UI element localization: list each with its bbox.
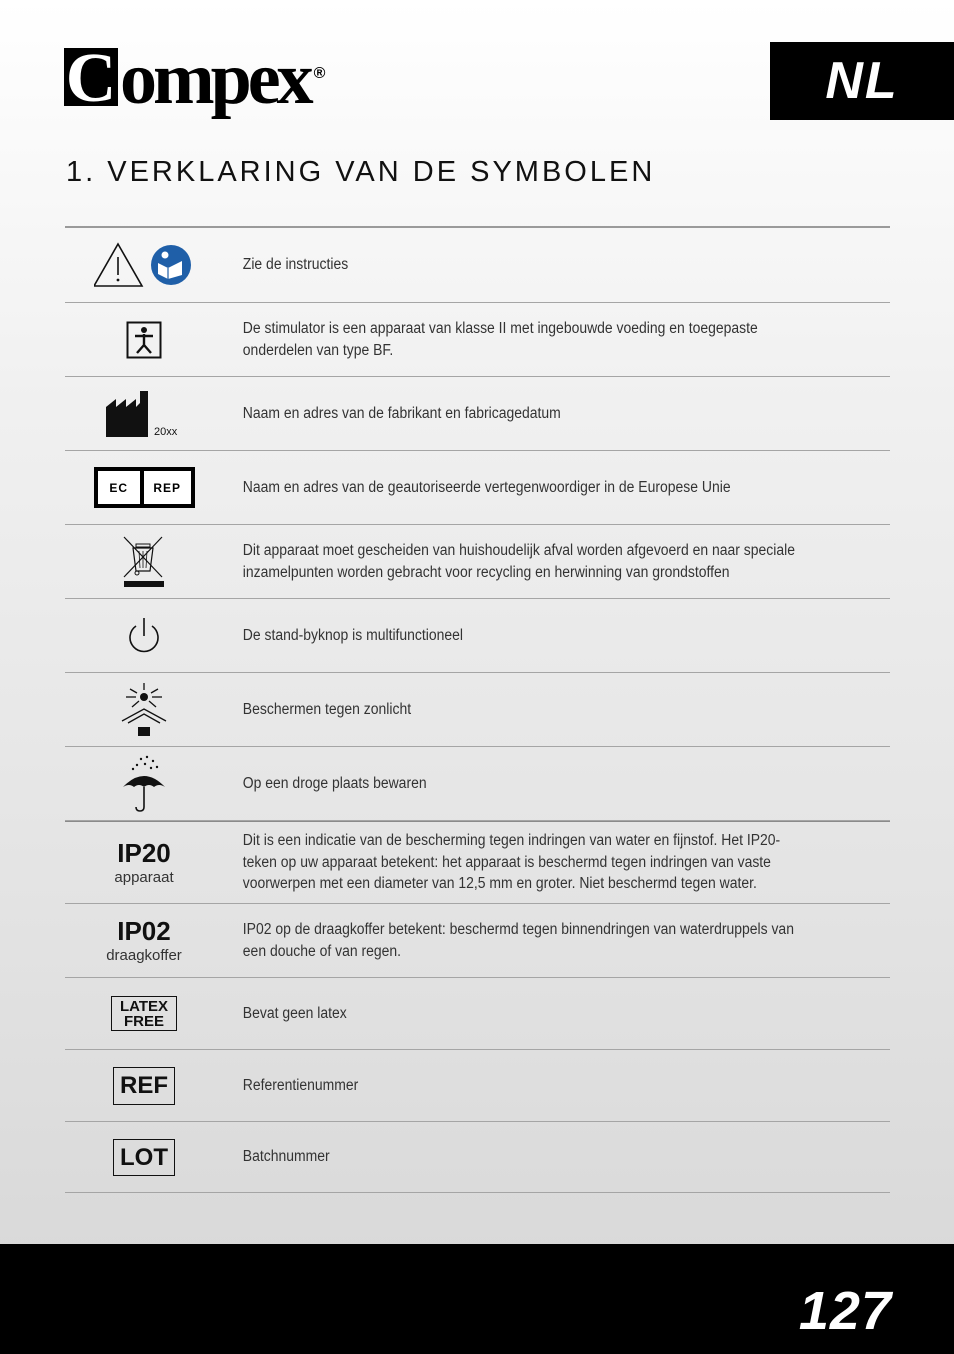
ip20-label — [114, 840, 173, 885]
symbol-table — [65, 226, 890, 1193]
table-row — [65, 377, 890, 451]
row-description: Naam en adres van de geautoriseerde vertegenwoordiger in de Europese Unie — [242, 478, 731, 496]
compex-logo — [64, 40, 325, 120]
row-description: Beschermen tegen zonlicht — [242, 700, 412, 718]
manufacturer-icon — [104, 389, 184, 439]
table-row — [65, 303, 890, 377]
ec-rep-icon — [94, 467, 195, 508]
language-badge: NL — [770, 42, 954, 120]
logo-registered-mark: ® — [313, 65, 326, 82]
weee-bin-icon — [65, 535, 223, 589]
row-description: Op een droge plaats bewaren — [242, 774, 427, 792]
logo-initial: C — [65, 40, 117, 117]
ec-label: EC — [98, 471, 140, 504]
table-row — [65, 228, 890, 303]
table-row — [65, 673, 890, 747]
table-row — [65, 904, 890, 978]
table-row — [65, 451, 890, 525]
latex-free-icon — [111, 996, 177, 1031]
table-row — [65, 978, 890, 1050]
row-description: Bevat geen latex — [242, 1004, 347, 1022]
row-description: Batchnummer — [242, 1148, 330, 1166]
warning-and-manual-icon — [65, 241, 223, 289]
rep-label: REP — [144, 471, 191, 504]
ip-subject: draagkoffer — [106, 947, 182, 964]
logo-text: ompex — [120, 38, 310, 120]
row-description: Zie de instructies — [242, 256, 349, 274]
table-row — [65, 525, 890, 599]
manufacture-date-label: 20xx — [154, 425, 178, 438]
table-row — [65, 599, 890, 673]
table-row — [65, 747, 890, 821]
latex-label: LATEX — [119, 998, 169, 1015]
ip-code: IP20 — [117, 838, 171, 868]
free-label: FREE — [123, 1013, 164, 1030]
row-description: De stand-byknop is multifunctioneel — [242, 626, 464, 644]
ip02-label — [106, 918, 182, 963]
row-description: Dit apparaat moet gescheiden van huishoudelijk afval worden afgevoerd en naar speciale inzamelpunten worden gebracht voor recycling en herwinning van grondstoffen — [242, 542, 795, 581]
row-description: Naam en adres van de fabrikant en fabricagedatum — [242, 404, 561, 422]
power-standby-icon — [65, 616, 223, 656]
keep-dry-umbrella-icon — [65, 755, 223, 813]
ref-icon: REF — [113, 1067, 175, 1105]
section-title: 1. VERKLARING VAN DE SYMBOLEN — [66, 156, 656, 188]
page-number: 127 — [798, 1281, 892, 1341]
ip-code: IP02 — [117, 916, 171, 946]
table-row — [65, 1122, 890, 1193]
bf-applied-part-icon — [65, 321, 223, 359]
row-description: Dit is een indicatie van de bescherming tegen indringen van water en fijnstof. Het IP20-teken op uw apparaat betekent: het apparaat is beschermd tegen indringen van vaste voorwerpen met een diameter van 12,5 mm en groter. Niet beschermd tegen water. — [242, 832, 781, 893]
lot-icon: LOT — [113, 1139, 175, 1176]
keep-away-sunlight-icon — [65, 683, 223, 737]
table-row — [65, 821, 890, 904]
ip-subject: apparaat — [114, 869, 174, 886]
footer-bar — [0, 1244, 954, 1354]
table-row — [65, 1050, 890, 1122]
row-description: Referentienummer — [242, 1076, 359, 1094]
row-description: De stimulator is een apparaat van klasse II met ingebouwde voeding en toegepaste onderdelen van type BF. — [242, 320, 758, 359]
row-description: IP02 op de draagkoffer betekent: beschermd tegen binnendringen van waterdruppels van een douche of van regen. — [242, 921, 794, 960]
